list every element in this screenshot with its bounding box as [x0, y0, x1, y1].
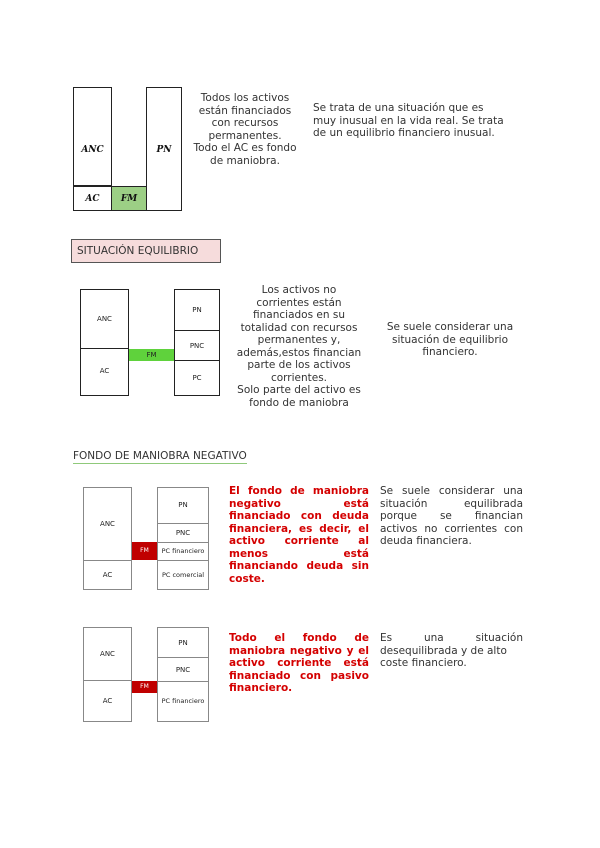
- anc-block: [80, 289, 129, 349]
- text-line: fondo de maniobra: [249, 396, 349, 409]
- text-line: corrientes están: [256, 296, 342, 309]
- pnc-block: [157, 523, 209, 543]
- section2-description: [226, 284, 372, 409]
- fm-label: FM: [146, 351, 157, 359]
- ac-label: AC: [102, 571, 113, 579]
- pnc-label: PNC: [175, 529, 191, 537]
- pc-financiero-block: [157, 681, 209, 722]
- pn-block: [157, 487, 209, 524]
- ac-block: [73, 186, 112, 211]
- fm-block: [132, 681, 157, 693]
- pn-label: PN: [178, 501, 188, 509]
- pc-label: PC: [192, 374, 202, 382]
- text-line: coste financiero.: [380, 657, 467, 669]
- fm-block: [111, 186, 147, 211]
- pn-block: [146, 87, 182, 211]
- text-line: situación de equilibrio: [391, 333, 509, 346]
- text-line: financiados en su: [253, 309, 345, 321]
- pnc-label: PNC: [175, 666, 191, 674]
- case1-comment: Se suele considerar una situación equilibrada porque se financian activos no corrientes con deuda financiera.: [380, 485, 523, 547]
- ac-block: [80, 348, 129, 396]
- text-line: con recursos: [211, 117, 279, 129]
- text-line: están financiados: [198, 104, 292, 117]
- pnc-block: [174, 330, 220, 361]
- ac-label: AC: [85, 194, 100, 204]
- pc-comercial-block: [157, 560, 209, 590]
- fm-label: FM: [120, 194, 138, 204]
- text-line: además,estos financian: [236, 346, 362, 359]
- pn-block: [157, 627, 209, 658]
- text-line: Todos los activos: [200, 92, 290, 104]
- section2-comment: [376, 321, 524, 359]
- text-line: permanentes.: [208, 129, 282, 142]
- pnc-block: [157, 657, 209, 682]
- fm-block: [132, 542, 157, 560]
- section-heading-equilibrium: [71, 239, 221, 263]
- case2-comment: [380, 632, 523, 670]
- anc-block: [83, 627, 132, 681]
- anc-label: ANC: [81, 145, 104, 155]
- fm-block: [129, 349, 174, 361]
- ac-label: AC: [102, 697, 113, 705]
- pn-label: PN: [192, 306, 202, 314]
- text-line: Se trata de una situación que es: [313, 102, 484, 114]
- ac-label: AC: [99, 367, 110, 375]
- anc-label: ANC: [100, 520, 115, 528]
- pn-block: [174, 289, 220, 331]
- text-line: muy inusual en la vida real. Se trata: [313, 114, 504, 127]
- text-line: Es una situación: [380, 632, 523, 644]
- section1-comment: [313, 102, 533, 140]
- text-line: permanentes y,: [257, 334, 341, 346]
- text-line: financiero.: [422, 346, 478, 358]
- text-line: Todo el AC es fondo: [193, 142, 297, 154]
- text-line: de un equilibrio financiero inusual.: [313, 127, 495, 139]
- text-line: corrientes.: [270, 371, 328, 384]
- pn-label: PN: [178, 639, 188, 647]
- section-heading-negative-fm: FONDO DE MANIOBRA NEGATIVO: [73, 450, 247, 462]
- pc-block: [174, 360, 220, 396]
- section1-description: [186, 92, 304, 167]
- anc-label: ANC: [97, 315, 112, 323]
- text-line: parte de los activos: [247, 359, 351, 371]
- text-line: Se suele considerar una: [386, 321, 514, 333]
- anc-block: [73, 87, 112, 186]
- text-line: Solo parte del activo es: [237, 384, 361, 396]
- ac-block: [83, 560, 132, 590]
- text-line: desequilibrada y de alto: [380, 644, 507, 657]
- pn-label: PN: [156, 145, 172, 155]
- text-line: de maniobra.: [210, 154, 280, 167]
- pnc-label: PNC: [189, 342, 205, 350]
- anc-label: ANC: [100, 650, 115, 658]
- anc-block: [83, 487, 132, 561]
- ac-block: [83, 680, 132, 722]
- case2-description: Todo el fondo de maniobra negativo y el activo corriente está financiado con pasivo financiero.: [229, 632, 369, 694]
- fm-label: FM: [140, 547, 149, 554]
- pc-financiero-label: PC financiero: [161, 697, 205, 705]
- pc-financiero-block: [157, 542, 209, 561]
- text-line: Los activos no: [261, 284, 337, 296]
- heading-text: SITUACIÓN EQUILIBRIO: [77, 245, 199, 257]
- text-line: totalidad con recursos: [240, 321, 358, 334]
- pc-comercial-label: PC comercial: [161, 571, 205, 579]
- fm-label: FM: [140, 683, 149, 690]
- case1-description: El fondo de maniobra negativo está financiado con deuda financiera, es decir, el activo corriente al menos está financiando deuda sin coste.: [229, 485, 369, 585]
- pc-financiero-label: PC financiero: [161, 547, 205, 555]
